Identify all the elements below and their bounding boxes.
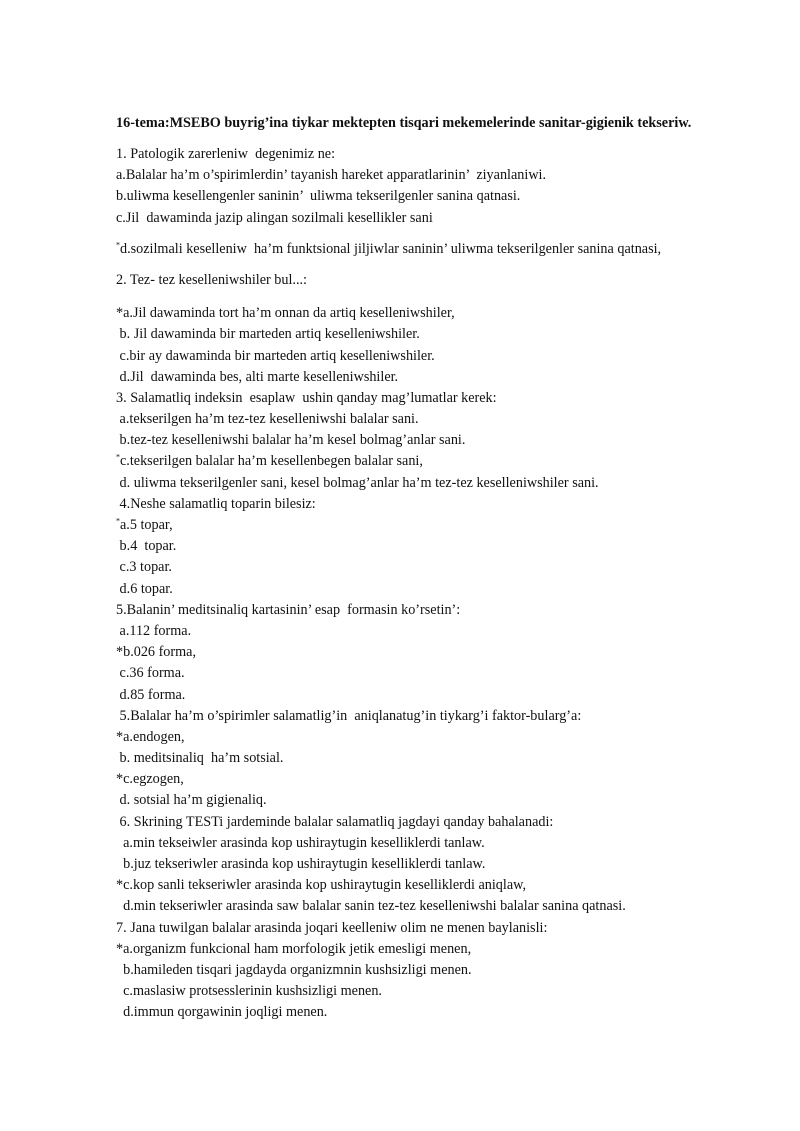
text-line [116, 430, 744, 451]
answer-marker: * [116, 452, 120, 462]
line-text: b.4 topar. [116, 538, 177, 555]
text-line [116, 939, 744, 960]
line-text: c.maslasiw protsesslerinin kushsizligi menen. [116, 983, 382, 1000]
text-line [116, 875, 744, 896]
text-line [116, 536, 744, 557]
answer-marker: * [116, 240, 120, 250]
text-line [116, 812, 744, 833]
text-line [116, 388, 744, 409]
line-text: a.Balalar ha’m o’spirimlerdin’ tayanish hareket apparatlarinin’ ziyanlaniwi. [116, 167, 547, 184]
text-line [116, 769, 744, 790]
line-text: 7. Jana tuwilgan balalar arasinda joqari keelleniw olim ne menen baylanisli: [116, 919, 548, 936]
text-line [116, 208, 744, 229]
text-line [116, 303, 744, 324]
text-line [116, 727, 744, 748]
text-line [116, 579, 744, 600]
line-text: c.3 topar. [116, 559, 172, 576]
text-line [116, 833, 744, 854]
text-line [116, 706, 744, 727]
text-line [116, 960, 744, 981]
line-text: b. Jil dawaminda bir marteden artiq keselleniwshiler. [116, 326, 420, 343]
line-text: d.immun qorgawinin joqligi menen. [116, 1004, 328, 1021]
line-text: d. sotsial ha’m gigienaliq. [116, 792, 267, 809]
line-text: a.112 forma. [116, 622, 192, 639]
line-text: 3. Salamatliq indeksin esaplaw ushin qanday mag’lumatlar kerek: [116, 389, 497, 406]
text-line [116, 663, 744, 684]
line-text: *a.organizm funkcional ham morfologik jetik emesligi menen, [116, 940, 472, 957]
line-text: 5.Balalar ha’m o’spirimler salamatlig’in aniqlanatug’in tiykarg’i faktor-bularg’a: [116, 707, 582, 724]
answer-marker: * [116, 516, 120, 526]
text-line [116, 557, 744, 578]
text-line [116, 270, 744, 291]
line-text: 5.Balanin’ meditsinaliq kartasinin’ esap formasin ko’rsetin’: [116, 601, 461, 618]
line-text: c.Jil dawaminda jazip alingan sozilmali kesellikler sani [116, 209, 433, 226]
line-text: a.5 topar, [120, 517, 173, 533]
text-line [116, 896, 744, 917]
line-text: d.min tekseriwler arasinda saw balalar sanin tez-tez keselleniwshi balalar sanina qatnasi. [116, 898, 626, 915]
line-text: 4.Neshe salamatliq toparin bilesiz: [116, 495, 316, 512]
line-text: b.uliwma kesellengenler saninin’ uliwma tekserilgenler sanina qatnasi. [116, 188, 521, 205]
text-line [116, 790, 744, 811]
text-line [116, 685, 744, 706]
line-text: d.sozilmali keselleniw ha’m funktsional jiljiwlar saninin’ uliwma tekserilgenler sanina qatnasi, [120, 240, 662, 257]
line-text: b.tez-tez keselleniwshi balalar ha’m kesel bolmag’anlar sani. [116, 432, 466, 449]
text-line [116, 367, 744, 388]
line-text: d.Jil dawaminda bes, alti marte keselleniwshiler. [116, 368, 399, 385]
document-page [116, 113, 744, 1024]
line-text: c.bir ay dawaminda bir marteden artiq keselleniwshiler. [116, 347, 435, 364]
text-line [116, 1002, 744, 1023]
line-text: c.tekserilgen balalar ha’m kesellenbegen balalar sani, [120, 453, 423, 470]
line-text: *a.Jil dawaminda tort ha’m onnan da artiq keselleniwshiler, [116, 305, 455, 322]
text-line [116, 239, 744, 260]
question-list [116, 144, 744, 1024]
line-text: b. meditsinaliq ha’m sotsial. [116, 750, 284, 767]
line-text: d.6 topar. [116, 580, 173, 597]
text-line [116, 144, 744, 165]
text-line [116, 621, 744, 642]
text-line [116, 409, 744, 430]
text-line [116, 918, 744, 939]
line-text: b.juz tekseriwler arasinda kop ushiraytugin keselliklerdi tanlaw. [116, 856, 486, 872]
text-line [116, 642, 744, 663]
text-line [116, 165, 744, 186]
line-text: *a.endogen, [116, 728, 185, 745]
text-line [116, 981, 744, 1002]
line-text: 6. Skrining TESTi jardeminde balalar salamatliq jagdayi qanday bahalanadi: [116, 813, 554, 830]
text-line [116, 515, 744, 536]
line-text: c.36 forma. [116, 665, 185, 682]
text-line [116, 473, 744, 494]
text-line [116, 186, 744, 207]
line-text: *c.kop sanli tekseriwler arasinda kop ushiraytugin keselliklerdi aniqlaw, [116, 877, 527, 894]
text-line [116, 600, 744, 621]
text-line [116, 451, 744, 472]
line-text: *c.egzogen, [116, 771, 184, 788]
line-text: a.min tekseiwler arasinda kop ushiraytugin keselliklerdi tanlaw. [116, 834, 485, 851]
line-text: 2. Tez- tez keselleniwshiler bul...: [116, 271, 308, 288]
line-text: *b.026 forma, [116, 644, 196, 661]
text-line [116, 346, 744, 367]
line-text: a.tekserilgen ha’m tez-tez keselleniwshi balalar sani. [116, 411, 419, 428]
text-line [116, 324, 744, 345]
line-text: 1. Patologik zarerleniw degenimiz ne: [116, 146, 336, 162]
line-text: d. uliwma tekserilgenler sani, kesel bolmag’anlar ha’m tez-tez keselleniwshiler sani. [116, 474, 599, 491]
line-text: b.hamileden tisqari jagdayda organizmnin kushsizligi menen. [116, 961, 472, 978]
text-line [116, 494, 744, 515]
document-title: 16-tema:MSEBO buyrig’ina tiykar mektepten tisqari mekemelerinde sanitar-gigienik tekseriw. [116, 115, 692, 131]
text-line [116, 748, 744, 769]
line-text: d.85 forma. [116, 686, 186, 703]
text-line [116, 854, 744, 875]
